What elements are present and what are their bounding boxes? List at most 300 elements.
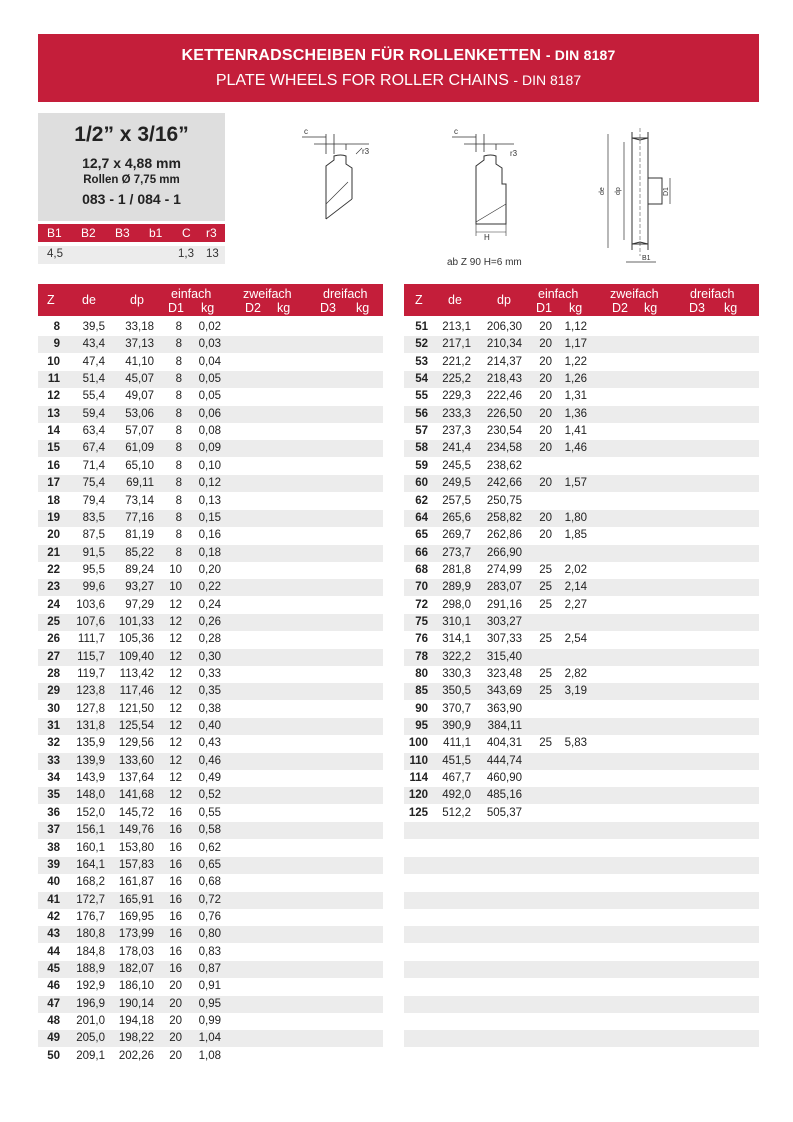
- col-z: Z: [47, 293, 55, 307]
- cell-kg: 0,18: [198, 546, 221, 559]
- table-row: [38, 683, 383, 700]
- cell-d1: 8: [175, 546, 182, 559]
- cell-dp: 137,64: [118, 772, 154, 785]
- cell-d1: 16: [169, 945, 182, 958]
- cell-dp: 117,46: [119, 685, 154, 698]
- cell-dp: 210,34: [486, 338, 522, 351]
- cell-de: 184,8: [76, 945, 105, 958]
- cell-dp: 218,43: [486, 373, 522, 386]
- cell-z: 10: [47, 355, 60, 368]
- table-row: [38, 996, 383, 1013]
- cell-z: 33: [47, 754, 60, 767]
- cell-d1: 12: [169, 668, 182, 680]
- cell-dp: 169,95: [118, 910, 154, 923]
- table-row: [38, 423, 383, 440]
- cell-dp: 73,14: [125, 494, 154, 507]
- cell-z: 37: [47, 824, 60, 837]
- table-row: [38, 649, 383, 666]
- col-de-right: de: [448, 293, 462, 307]
- cell-z: 62: [415, 494, 428, 507]
- table-row: [38, 735, 383, 752]
- cell-dp: 57,07: [125, 425, 154, 438]
- cell-kg: 0,02: [198, 321, 221, 333]
- cell-d1: 8: [175, 529, 182, 542]
- table-row: [38, 944, 383, 961]
- col-d1: D1: [168, 301, 184, 315]
- cell-z: 44: [47, 945, 60, 958]
- table-row: [38, 1048, 383, 1065]
- cell-de: 289,9: [442, 581, 471, 594]
- cell-z: 15: [47, 442, 60, 455]
- cell-dp: 485,16: [486, 789, 522, 802]
- cell-d1: 12: [169, 789, 182, 802]
- col-d2: D2: [245, 301, 261, 315]
- cell-dp: 113,42: [119, 668, 154, 680]
- cell-z: 80: [415, 668, 428, 680]
- cell-de: 91,5: [82, 546, 105, 559]
- cell-de: 233,3: [442, 407, 471, 420]
- cell-d1: 8: [175, 390, 182, 403]
- cell-z: 32: [47, 737, 60, 750]
- cell-de: 51,4: [82, 373, 105, 386]
- cell-de: 119,7: [77, 668, 105, 680]
- label-de: de: [599, 187, 606, 195]
- chain-spec-box: [38, 113, 225, 221]
- tooth-hub-diagram: [444, 124, 534, 254]
- col-d3: D3: [320, 301, 336, 315]
- cell-dp: 198,22: [118, 1032, 154, 1045]
- table-row: [38, 614, 383, 631]
- table-row: [38, 458, 383, 475]
- cell-kg: 0,65: [198, 858, 221, 871]
- table-row: [38, 388, 383, 405]
- table-row: [38, 1013, 383, 1030]
- cell-de: 201,0: [76, 1015, 105, 1027]
- cell-z: 120: [408, 789, 428, 802]
- cell-dp: 222,46: [486, 390, 522, 403]
- cell-d1: 20: [169, 980, 182, 993]
- cell-de: 350,5: [442, 685, 471, 698]
- cell-kg: 0,22: [198, 581, 221, 594]
- cell-de: 213,1: [442, 321, 471, 333]
- cell-z: 95: [415, 720, 428, 733]
- table-row: [38, 527, 383, 544]
- cell-d1: 12: [169, 650, 182, 663]
- cell-de: 451,5: [442, 754, 471, 767]
- cell-d1: 16: [169, 824, 182, 837]
- table-row: [38, 787, 383, 804]
- cell-d1: 25: [539, 737, 552, 750]
- cell-d1: 20: [169, 1032, 182, 1045]
- cell-z: 13: [47, 407, 60, 420]
- cell-kg: 2,02: [564, 563, 587, 576]
- cell-de: 176,7: [76, 910, 105, 923]
- cell-kg: 0,91: [198, 980, 221, 993]
- table-row: [404, 996, 759, 1013]
- cell-z: 85: [415, 685, 428, 698]
- cell-de: 467,7: [442, 772, 471, 785]
- cell-de: 172,7: [76, 893, 105, 906]
- cell-dp: 37,13: [125, 338, 154, 351]
- table-row: [38, 440, 383, 457]
- cell-kg: 0,95: [198, 997, 221, 1010]
- table-row: [38, 840, 383, 857]
- cell-kg: 0,03: [198, 338, 221, 351]
- table-row: [38, 926, 383, 943]
- cell-z: 8: [53, 321, 60, 333]
- cell-dp: 69,11: [126, 477, 154, 490]
- cell-kg: 0,16: [198, 529, 221, 542]
- table-row: [404, 840, 759, 857]
- cell-d1: 25: [539, 563, 552, 576]
- cell-dp: 238,62: [486, 459, 522, 472]
- cell-z: 19: [47, 511, 60, 524]
- side-view-diagram: [596, 128, 686, 268]
- cell-dp: 33,18: [125, 321, 154, 333]
- cell-dp: 109,40: [118, 650, 154, 663]
- col-kg3: kg: [356, 301, 370, 315]
- cell-d1: 16: [169, 928, 182, 941]
- cell-d1: 20: [539, 511, 552, 524]
- cell-de: 281,8: [442, 563, 471, 576]
- table-row: [404, 822, 759, 839]
- cell-kg: 0,80: [198, 928, 221, 941]
- table-row: [404, 545, 759, 562]
- cell-kg: 0,05: [198, 373, 221, 386]
- cell-kg: 1,08: [198, 1049, 221, 1062]
- dim-value-b1: 4,5: [47, 248, 63, 260]
- cell-d1: 10: [169, 563, 182, 576]
- table-row: [38, 597, 383, 614]
- cell-z: 65: [415, 529, 428, 542]
- cell-kg: 0,40: [198, 720, 221, 733]
- dimension-values: [38, 246, 225, 264]
- cell-de: 152,0: [76, 806, 105, 819]
- cell-dp: 307,33: [486, 633, 522, 646]
- col-kg1: kg: [201, 301, 215, 315]
- cell-d1: 16: [169, 962, 182, 975]
- cell-d1: 8: [175, 321, 182, 333]
- cell-de: 492,0: [442, 789, 471, 802]
- cell-kg: 3,19: [564, 685, 587, 698]
- table-row: [38, 701, 383, 718]
- table-row: [404, 371, 759, 388]
- table-row: [404, 319, 759, 336]
- cell-dp: 444,74: [486, 754, 522, 767]
- cell-dp: 149,76: [118, 824, 154, 837]
- cell-kg: 0,87: [198, 962, 221, 975]
- cell-dp: 53,06: [125, 407, 154, 420]
- table-row: [404, 666, 759, 683]
- cell-kg: 0,43: [198, 737, 221, 750]
- cell-d1: 12: [169, 737, 182, 750]
- cell-d1: 20: [169, 1049, 182, 1062]
- cell-d1: 16: [169, 876, 182, 889]
- col-dp: dp: [130, 293, 144, 307]
- table-row: [404, 493, 759, 510]
- table-row: [404, 909, 759, 926]
- table-row: [38, 631, 383, 648]
- cell-kg: 1,85: [564, 529, 587, 542]
- cell-dp: 214,37: [486, 355, 522, 368]
- col-d1-right: D1: [536, 301, 552, 315]
- cell-z: 100: [408, 737, 428, 750]
- cell-d1: 25: [539, 598, 552, 611]
- table-row: [38, 336, 383, 353]
- cell-d1: 25: [539, 581, 552, 594]
- cell-de: 139,9: [76, 754, 105, 767]
- cell-kg: 0,55: [198, 806, 221, 819]
- cell-de: 257,5: [442, 494, 471, 507]
- cell-d1: 16: [169, 806, 182, 819]
- table-row: [404, 614, 759, 631]
- table-row: [404, 770, 759, 787]
- cell-z: 48: [47, 1015, 60, 1027]
- cell-kg: 1,04: [198, 1032, 221, 1045]
- dimension-header: [38, 224, 225, 242]
- cell-d1: 12: [169, 615, 182, 628]
- cell-z: 41: [47, 893, 60, 906]
- table-row: [38, 510, 383, 527]
- cell-z: 30: [47, 702, 60, 715]
- cell-z: 16: [47, 459, 60, 472]
- cell-dp: 262,86: [486, 529, 522, 542]
- cell-de: 107,6: [76, 615, 105, 628]
- cell-z: 51: [415, 321, 428, 333]
- cell-dp: 101,33: [118, 615, 154, 628]
- table-row: [404, 1048, 759, 1065]
- table-row: [404, 892, 759, 909]
- cell-z: 50: [47, 1049, 60, 1062]
- table-row: [404, 406, 759, 423]
- cell-d1: 12: [169, 702, 182, 715]
- cell-d1: 8: [175, 425, 182, 438]
- cell-kg: 0,68: [198, 876, 221, 889]
- label-d1: D1: [663, 187, 670, 196]
- cell-de: 225,2: [442, 373, 471, 386]
- cell-z: 49: [47, 1032, 60, 1045]
- cell-de: 79,4: [82, 494, 105, 507]
- col-dreifach: dreifach: [323, 287, 368, 301]
- cell-de: 168,2: [76, 876, 105, 889]
- table-row: [404, 926, 759, 943]
- table-row: [38, 319, 383, 336]
- cell-d1: 12: [169, 720, 182, 733]
- cell-z: 36: [47, 806, 60, 819]
- col-zweifach: zweifach: [243, 287, 292, 301]
- cell-dp: 234,58: [486, 442, 522, 455]
- table-right-header: [404, 284, 759, 316]
- cell-dp: 129,56: [118, 737, 154, 750]
- cell-kg: 0,06: [198, 407, 221, 420]
- table-row: [404, 683, 759, 700]
- cell-kg: 1,36: [564, 407, 587, 420]
- cell-de: 131,8: [76, 720, 105, 733]
- cell-z: 53: [415, 355, 428, 368]
- table-row: [404, 440, 759, 457]
- table-row: [38, 666, 383, 683]
- cell-dp: 178,03: [118, 945, 154, 958]
- cell-de: 298,0: [442, 598, 471, 611]
- cell-kg: 0,24: [198, 598, 221, 611]
- cell-z: 40: [47, 876, 60, 889]
- cell-d1: 8: [175, 494, 182, 507]
- cell-d1: 20: [539, 321, 552, 333]
- cell-dp: 173,99: [118, 928, 154, 941]
- cell-dp: 206,30: [486, 321, 522, 333]
- cell-z: 43: [47, 928, 60, 941]
- cell-de: 310,1: [442, 615, 471, 628]
- table-row: [404, 649, 759, 666]
- cell-z: 55: [415, 390, 428, 403]
- col-z-right: Z: [415, 293, 423, 307]
- cell-dp: 41,10: [125, 355, 154, 368]
- cell-d1: 8: [175, 511, 182, 524]
- cell-z: 23: [47, 581, 60, 594]
- cell-z: 12: [47, 390, 60, 403]
- cell-dp: 323,48: [486, 668, 522, 680]
- cell-kg: 1,41: [564, 425, 587, 438]
- table-row: [404, 735, 759, 752]
- cell-z: 42: [47, 910, 60, 923]
- table-row: [38, 978, 383, 995]
- cell-z: 25: [47, 615, 60, 628]
- cell-kg: 0,15: [198, 511, 221, 524]
- cell-z: 125: [408, 806, 428, 819]
- cell-de: 55,4: [82, 390, 105, 403]
- label-dp: dp: [615, 187, 622, 195]
- cell-de: 411,1: [443, 737, 471, 750]
- cell-dp: 226,50: [486, 407, 522, 420]
- cell-de: 75,4: [82, 477, 105, 490]
- cell-de: 127,8: [76, 702, 105, 715]
- cell-de: 123,8: [76, 685, 105, 698]
- cell-z: 60: [415, 477, 428, 490]
- table-row: [404, 388, 759, 405]
- table-row: [404, 944, 759, 961]
- cell-z: 14: [47, 425, 60, 438]
- cell-de: 103,6: [76, 598, 105, 611]
- cell-de: 229,3: [442, 390, 471, 403]
- table-row: [38, 562, 383, 579]
- cell-kg: 2,82: [564, 668, 587, 680]
- cell-kg: 0,12: [198, 477, 221, 490]
- cell-d1: 25: [539, 668, 552, 680]
- cell-de: 99,6: [82, 581, 105, 594]
- title-german: KETTENRADSCHEIBEN FÜR ROLLENKETTEN - DIN 8187: [181, 47, 616, 64]
- cell-kg: 0,72: [198, 893, 221, 906]
- cell-de: 160,1: [76, 841, 105, 854]
- cell-kg: 0,26: [198, 615, 221, 628]
- title-banner: [38, 34, 759, 102]
- cell-z: 90: [415, 702, 428, 715]
- cell-z: 70: [415, 581, 428, 594]
- col-einfach-right: einfach: [538, 287, 579, 301]
- cell-dp: 145,72: [118, 806, 154, 819]
- cell-de: 241,4: [442, 442, 471, 455]
- cell-kg: 1,17: [564, 338, 587, 351]
- cell-dp: 460,90: [486, 772, 522, 785]
- cell-dp: 343,69: [486, 685, 522, 698]
- dim-header-b1-small: b1: [149, 226, 163, 240]
- tooth-profile-diagram: [296, 124, 386, 224]
- cell-dp: 505,37: [486, 806, 522, 819]
- label-r3-2: r3: [510, 149, 518, 158]
- cell-z: 20: [47, 529, 60, 542]
- cell-kg: 1,26: [564, 373, 587, 386]
- cell-dp: 81,19: [125, 529, 154, 542]
- table-row: [404, 961, 759, 978]
- col-kg2: kg: [277, 301, 291, 315]
- cell-de: 59,4: [82, 407, 105, 420]
- cell-kg: 1,80: [564, 511, 587, 524]
- cell-dp: 165,91: [118, 893, 154, 906]
- table-row: [38, 874, 383, 891]
- col-dreifach-right: dreifach: [690, 287, 735, 301]
- cell-de: 148,0: [76, 789, 105, 802]
- cell-dp: 121,50: [118, 702, 154, 715]
- cell-z: 28: [47, 668, 60, 680]
- cell-d1: 12: [169, 685, 182, 698]
- cell-kg: 0,08: [198, 425, 221, 438]
- dim-header-c: C: [182, 226, 191, 240]
- cell-z: 68: [415, 563, 428, 576]
- cell-d1: 12: [169, 633, 182, 646]
- cell-dp: 61,09: [125, 442, 154, 455]
- cell-kg: 1,22: [564, 355, 587, 368]
- cell-dp: 45,07: [125, 373, 154, 386]
- cell-z: 24: [47, 598, 60, 611]
- cell-dp: 141,68: [118, 789, 154, 802]
- cell-d1: 16: [169, 893, 182, 906]
- cell-d1: 8: [175, 355, 182, 368]
- cell-z: 9: [53, 338, 60, 351]
- cell-z: 72: [415, 598, 428, 611]
- cell-kg: 0,99: [198, 1015, 221, 1027]
- cell-de: 314,1: [442, 633, 471, 646]
- table-row: [38, 770, 383, 787]
- cell-kg: 0,52: [198, 789, 221, 802]
- cell-z: 18: [47, 494, 60, 507]
- table-row: [38, 857, 383, 874]
- cell-dp: 133,60: [118, 754, 154, 767]
- table-row: [38, 475, 383, 492]
- col-zweifach-right: zweifach: [610, 287, 659, 301]
- cell-kg: 0,76: [198, 910, 221, 923]
- cell-de: 164,1: [76, 858, 105, 871]
- table-row: [38, 961, 383, 978]
- cell-z: 57: [415, 425, 428, 438]
- label-c: c: [304, 127, 308, 136]
- cell-de: 322,2: [442, 650, 471, 663]
- cell-kg: 0,20: [198, 563, 221, 576]
- table-row: [404, 631, 759, 648]
- cell-dp: 190,14: [118, 997, 154, 1010]
- cell-dp: 291,16: [486, 598, 522, 611]
- cell-kg: 0,49: [198, 772, 221, 785]
- cell-z: 31: [47, 720, 60, 733]
- cell-de: 265,6: [442, 511, 471, 524]
- table-row: [404, 510, 759, 527]
- cell-de: 143,9: [76, 772, 105, 785]
- table-row: [38, 579, 383, 596]
- cell-de: 209,1: [76, 1049, 105, 1062]
- cell-d1: 20: [539, 390, 552, 403]
- cell-de: 269,7: [442, 529, 471, 542]
- cell-z: 38: [47, 841, 60, 854]
- cell-dp: 283,07: [486, 581, 522, 594]
- cell-d1: 10: [169, 581, 182, 594]
